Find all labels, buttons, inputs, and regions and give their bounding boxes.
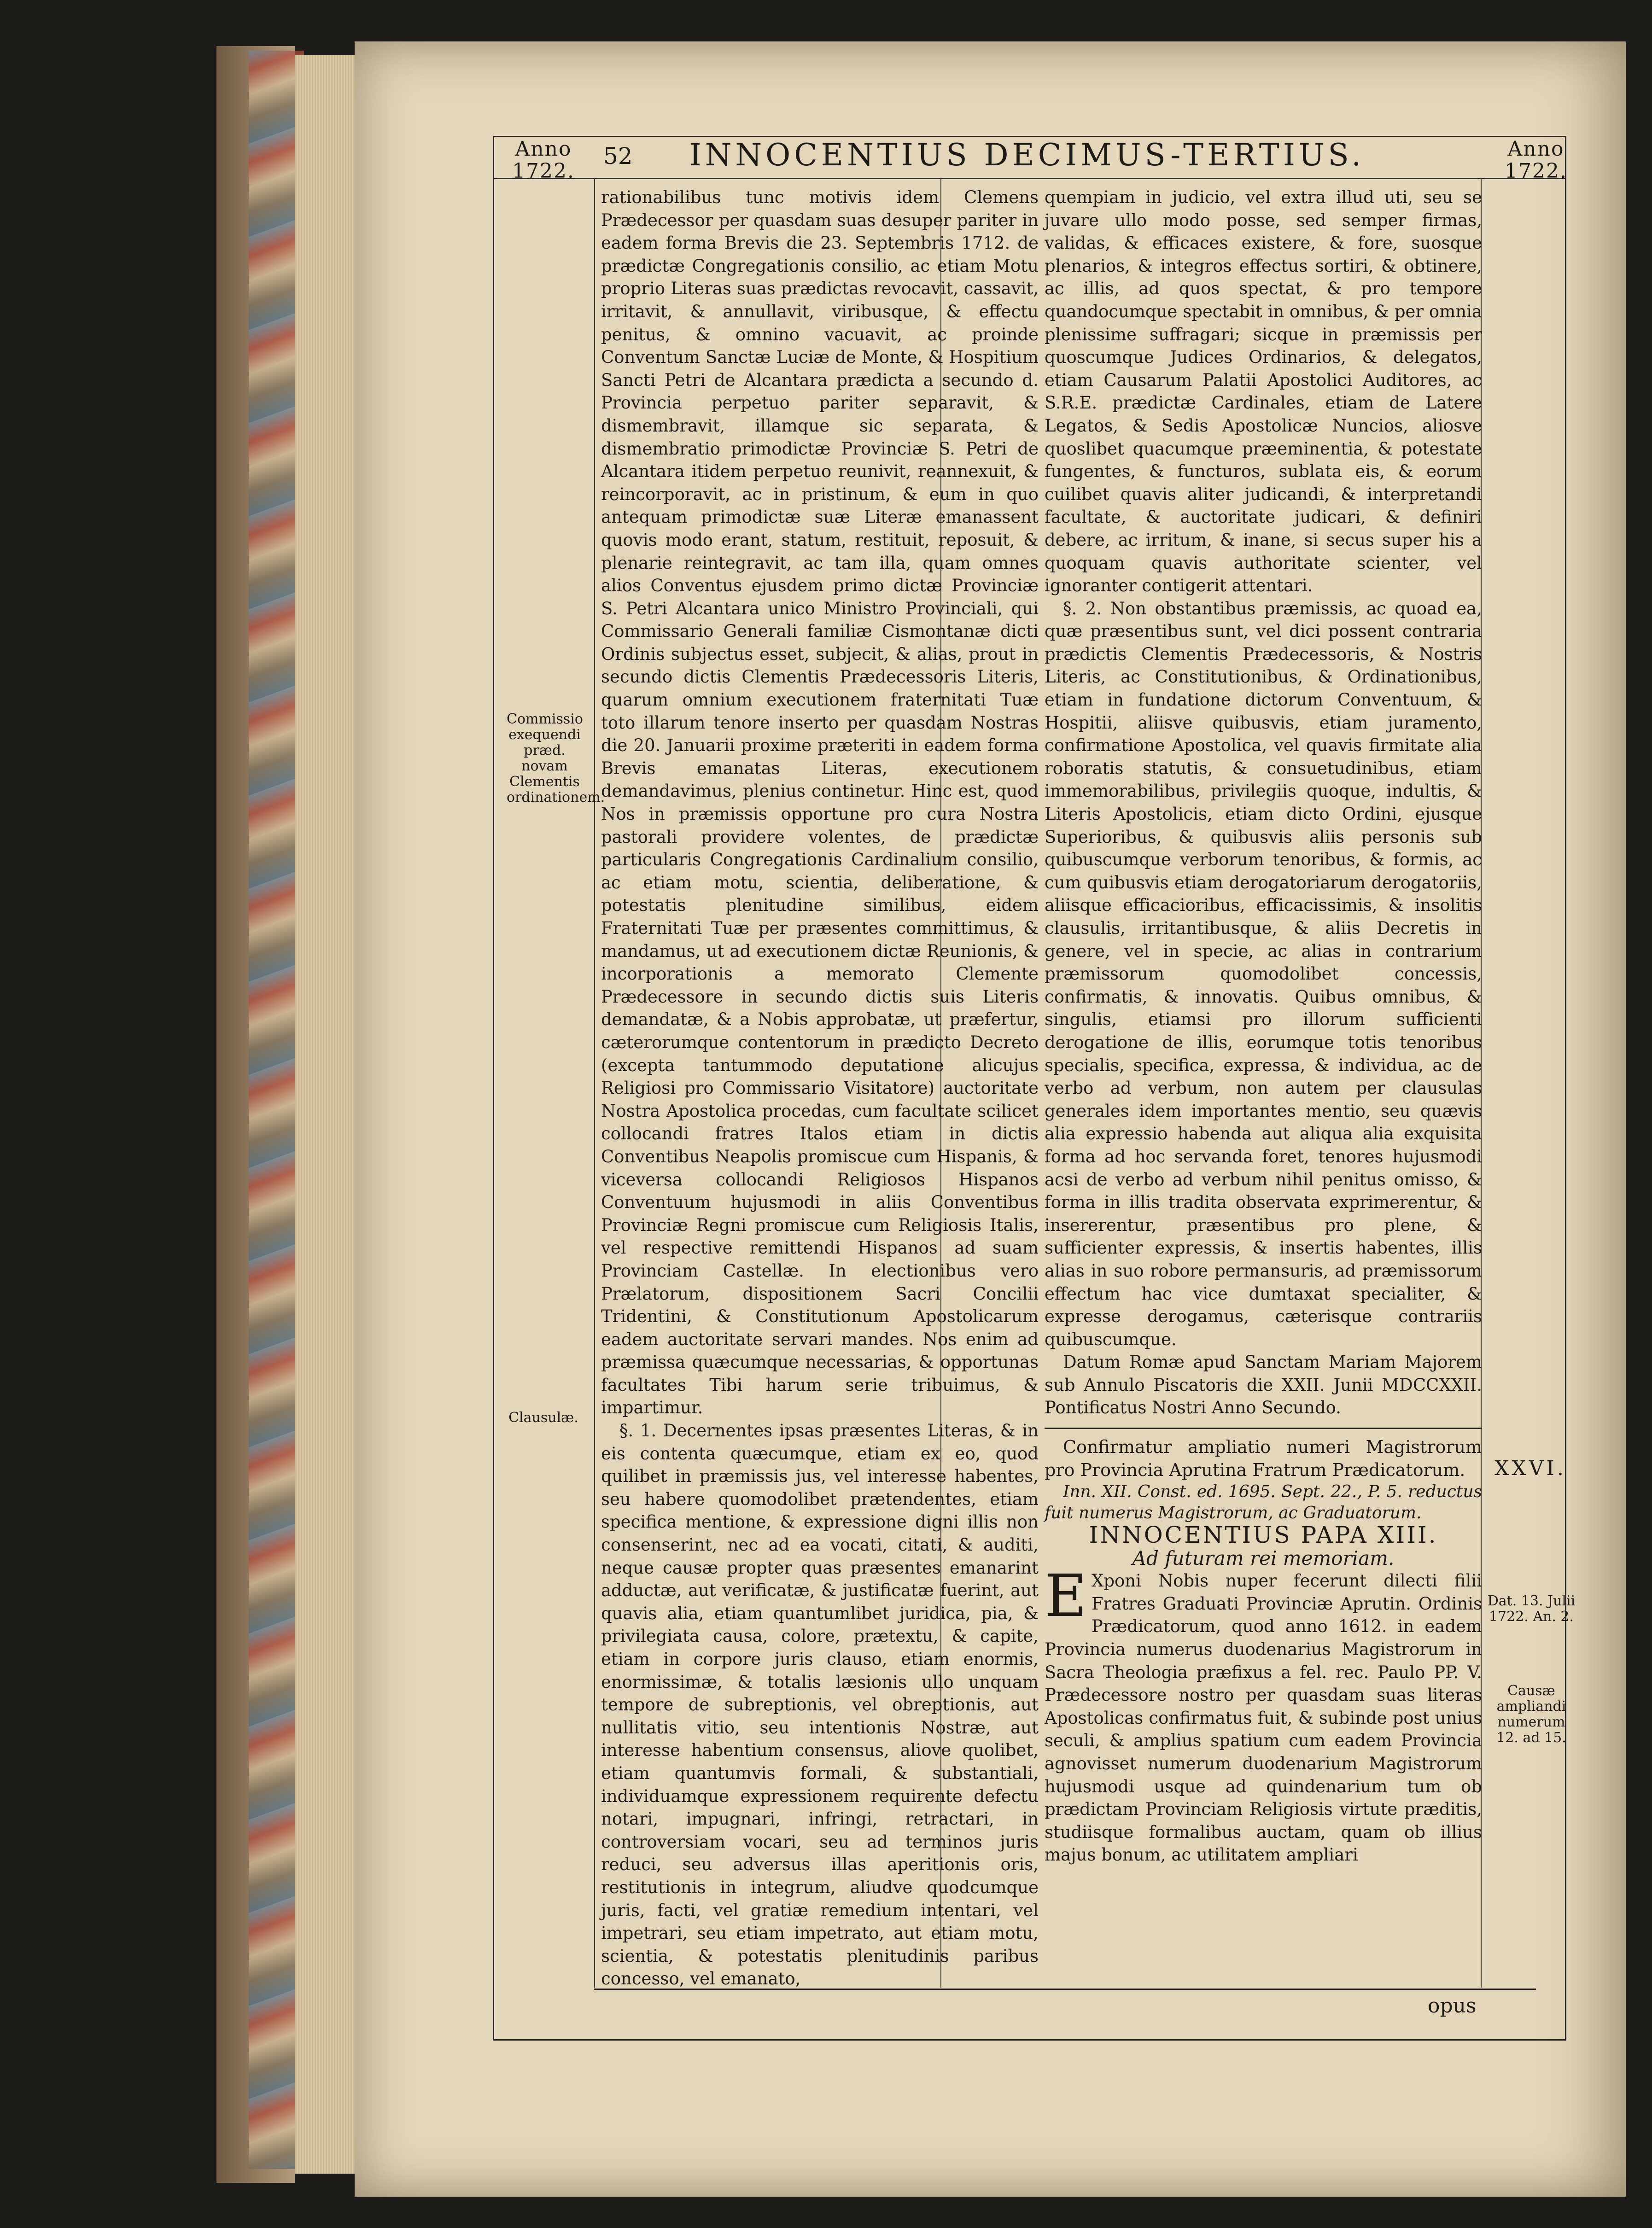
anno-left — [509, 138, 578, 182]
anno-left-year: 1722. — [512, 159, 575, 183]
right-paragraph-2: §. 2. Non obstantibus præmissis, ac quoad ea, quæ præsentibus sunt, vel dici possent contraria prædictis Clementis Prædecessoris, & Nostris Literis, ac Constitutionibus, & Ordinationibus, etiam in fundatione dictorum Conventuum, & Hospitii, aliisve quibusvis, etiam juramento, confirmatione Apostolica, vel quavis firmitate alia roboratis statutis, & consuetudinibus, etiam immemorabilibus, privilegiis quoque, indultis, & Literis Apostolicis, etiam dicto Ordini, ejusque Superioribus, & quibusvis aliis personis sub quibuscumque verborum tenoribus, & formis, ac cum quibusvis etiam derogatoriarum derogatoriis, aliisque efficacioribus, efficacissimis, & insolitis clausulis, irritantibusque, & aliis Decretis in genere, vel in specie, ac alias in contrarium præmissorum quomodolibet concessis, confirmatis, & innovatis. Quibus omnibus, & singulis, etiamsi pro illorum sufficienti derogatione de illis, eorumque totis tenoribus specialis, specifica, expressa, & individua, ac de verbo ad verbum, non autem per clausulas generales idem importantes mentio, seu quævis alia expressio habenda aut aliqua alia exquisita forma ad hoc servanda foret, tenores hujusmodi acsi de verbo ad verbum nihil penitus omisso, & forma in illis tradita observata exprimerentur, & insererentur, præsentibus pro plene, & sufficienter expressis, & insertis habentes, illis alias in suo robore permansuris, ad præmissorum effectum hac vice dumtaxat specialiter, & expresse derogamus, cæterisque contrariis quibuscumque. — [1045, 598, 1482, 1349]
constitution-number: XXVI. — [1494, 1457, 1566, 1480]
left-paragraph-1: rationabilibus tunc motivis idem Clemens Prædecessor per quasdam suas desuper pariter in eadem forma Brevis die 23. Septembris 1712. de prædictæ Congregationis consilio, ac etiam Motu proprio Literas suas prædictas revocavit, cassavit, irritavit, & annullavit, viribusque, & effectu penitus, & omnino vacuavit, ac proinde Conventum Sanctæ Luciæ de Monte, & Hospitium Sancti Petri de Alcantara prædicta a secundo d. Provincia perpetuo pariter separavit, & dismembravit, illamque sic separata, & dismembratio primodictæ Provinciæ S. Petri de Alcantara itidem perpetuo reunivit, reannexuit, & reincorporavit, ac in pristinum, & eum in quo antequam primodictæ suæ Literæ emanassent quovis modo erant, statum, restituit, reposuit, & plenarie reintegravit, ac tam illa, quam omnes alios Conventus ejusdem primo dictæ Provinciæ S. Petri Alcantara unico Ministro Provinciali, qui Commissario Generali familiæ Cismontanæ dicti Ordinis subjectus esset, subjecit, & alias, prout in secundo dictis Clementis Prædecessoris Literis, quarum omnium executionem fraternitati Tuæ toto illarum tenore inserto per quasdam Nostras die 20. Januarii proxime præteriti in eadem forma Brevis emanatas Literas, executionem demandavimus, plenius continetur. Hinc est, quod Nos in præmissis opportune pro cura Nostra pastorali providere volentes, de prædictæ particularis Congregationis Cardinalium consilio, ac etiam motu, scientia, deliberatione, & potestatis plenitudine similibus, eidem Fraternitati Tuæ per præsentes committimus, & mandamus, ut ad executionem dictæ Reunionis, & incorporationis a memorato Clemente Prædecessore in secundo dictis suis Literis demandatæ, & a Nobis approbatæ, ut præfertur, cæterorumque contentorum in prædicto Decreto (excepta tantummodo deputatione alicujus Religiosi pro Commissario Visitatore) auctoritate Nostra Apostolica procedas, cum facultate scilicet collocandi fratres Italos etiam in dictis Conventibus Neapolis promiscue cum Hispanis, & viceversa collocandi Religiosos Hispanos Conventuum hujusmodi in aliis Conventibus Provinciæ Regni promiscue cum Religiosis Italis, vel respective remittendi Hispanos ad suam Provinciam Castellæ. In electionibus vero Prælatorum, dispositionem Sacri Concilii Tridentini, & Constitutionum Apostolicarum eadem auctoritate servari mandes. Nos enim ad præmissa quæcumque necessarias, & opportunas facultates Tibi harum serie tribuimus, & impartimur. — [601, 187, 1039, 1418]
section-separator — [1045, 1428, 1482, 1429]
page-number: 52 — [603, 143, 633, 169]
constitution-summary: Confirmatur ampliatio numeri Magistrorum pro Provincia Aprutina Fratrum Prædicatorum. — [1045, 1437, 1482, 1481]
margin-note-date: Dat. 13. Julii 1722. An. 2. — [1487, 1593, 1576, 1625]
opening-paragraph-text: Xponi Nobis nuper fecerunt dilecti filii Fratres Graduati Provinciæ Aprutin. Ordinis Prædicatorum, quod anno 1612. in eadem Provincia numerus duodenarius Magistrorum in Sacra Theologia præfixus a fel. rec. Paulo PP. V. Prædecessore nostro per quasdam suas literas Apostolicas confirmatus fuit, & subinde post unius seculi, & amplius spatium cum eadem Provincia agnovisset numerum duodenarium Magistrorum hujusmodi usque ad quindenarium tum ob prædictam Provinciam Religiosis virtute præditis, studiisque formalibus auctam, quam ob illius majus bonum, ac utilitatem ampliari — [1045, 1571, 1482, 1865]
margin-note-cause: Causæ ampliandi numerum 12. ad 15. — [1496, 1683, 1566, 1746]
reference-note: Inn. XII. Const. ed. 1695. Sept. 22., P. 5. reductus fuit numerus Magistrorum, ac Graduatorum. — [1045, 1482, 1482, 1523]
margin-note-commissio: Commissio exequendi præd. novam Clementis ordinationem. — [507, 711, 605, 805]
drop-cap: E — [1045, 1562, 1087, 1630]
anno-left-word: Anno — [515, 137, 572, 161]
anno-right-year: 1722. — [1505, 159, 1567, 183]
page-stack — [295, 55, 359, 2174]
left-paragraph-2: §. 1. Decernentes ipsas præsentes Literas, & in eis contenta quæcumque, etiam ex eo, quod quilibet in præmissis jus, vel interesse habentes, seu habere quomodolibet prætendentes, etiam specifica mentione, & expressione digni illis non consenserint, nec ad ea vocati, citati, & auditi, neque causæ propter quas præsentes emanarint adductæ, aut verificatæ, & justificatæ fuerint, aut quavis alia, etiam quantumlibet juridica, pia, & privilegiata causa, colore, prætextu, & capite, etiam in corpore juris clauso, etiam enormis, enormissimæ, & totalis læsionis ullo unquam tempore de subreptionis, vel obreptionis, aut nullitatis vitio, seu intentionis Nostræ, aut interesse habentium consensus, aliove quolibet, etiam quantumvis formali, & substantiali, individuamque expressionem requirente defectu notari, impugnari, infringi, retractari, in controversiam vocari, seu ad terminos juris reduci, seu adversus illas aperitionis oris, restitutionis in integrum, aliudve quodcumque juris, facti, vel gratiæ remedium intentari, vel impetrari, seu etiam impetrato, aut etiam motu, scientia, & potestatis plenitudinis paribus concesso, vel emanato, — [601, 1421, 1039, 1989]
right-paragraph-1: quempiam in judicio, vel extra illud uti, seu se juvare ullo modo posse, sed semper firmas, validas, & efficaces existere, & fore, suosque plenarios, & integros effectus sortiri, & obtinere, ac illis, ad quos spectat, & pro tempore quandocumque spectabit in omnibus, & per omnia plenissime suffragari; sicque in præmissis per quoscumque Judices Ordinarios, & delegatos, etiam Causarum Palatii Apostolici Auditores, ac S.R.E. prædictæ Cardinales, etiam de Latere Legatos, & Sedis Apostolicæ Nuncios, aliosve quoslibet quacumque præeminentia, & potestate fungentes, & functuros, sublata eis, & eorum cuilibet quavis aliter judicandi, & interpretandi facultate, & auctoritate judicari, & definiri debere, ac irritum, & inane, si secus super his a quoquam quavis authoritate scienter, vel ignoranter contigerit attentari. — [1045, 187, 1482, 596]
left-column — [601, 186, 1039, 1990]
opening-paragraph — [1045, 1562, 1482, 1866]
header-rule — [493, 178, 1566, 179]
anno-right-word: Anno — [1507, 137, 1564, 161]
left-margin-rule — [594, 178, 595, 1988]
ad-futuram-heading: Ad futuram rei memoriam. — [1132, 1546, 1395, 1569]
anno-right — [1501, 138, 1570, 182]
running-title: INNOCENTIUS DECIMUS-TERTIUS. — [689, 137, 1365, 173]
margin-note-clausulae: Clausulæ. — [508, 1410, 578, 1426]
pope-heading: INNOCENTIUS PAPA XIII. — [1089, 1522, 1438, 1549]
catchword: opus — [1428, 1994, 1477, 2018]
dating-clause: Datum Romæ apud Sanctam Mariam Majorem sub Annulo Piscatoris die XXII. Junii MDCCXXII. Pontificatus Nostri Anno Secundo. — [1045, 1352, 1482, 1418]
right-column — [1045, 186, 1482, 1866]
